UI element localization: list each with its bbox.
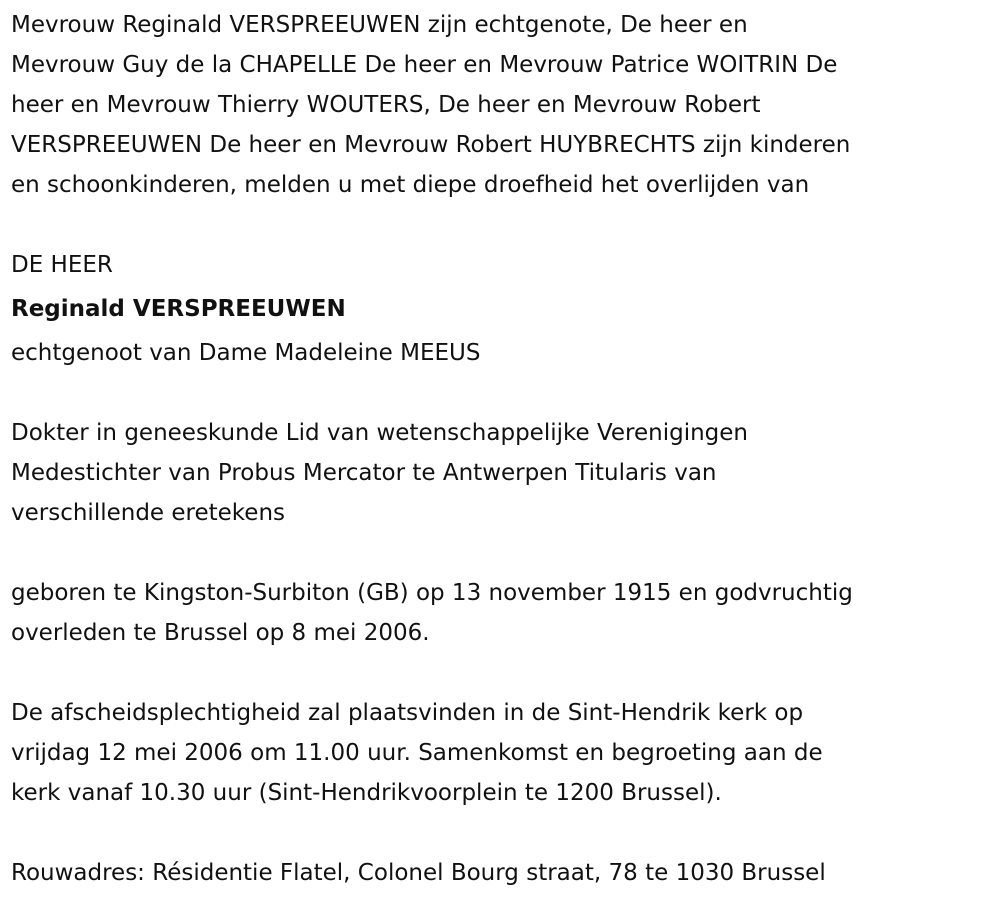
text-line: De afscheidsplechtigheid zal plaatsvinden in de Sint-Hendrik kerk op [11, 700, 804, 726]
titles-paragraph [11, 413, 853, 533]
text-line: heer en Mevrouw Thierry WOUTERS, De heer en Mevrouw Robert [11, 92, 761, 118]
text-line: Medestichter van Probus Mercator te Antwerpen Titularis van [11, 460, 717, 486]
text-line: Mevrouw Reginald VERSPREEUWEN zijn echtgenote, De heer en [11, 12, 748, 38]
text-line: vrijdag 12 mei 2006 om 11.00 uur. Samenkomst en begroeting aan de [11, 740, 823, 766]
text-line: en schoonkinderen, melden u met diepe droefheid het overlijden van [11, 172, 810, 198]
birth-paragraph [11, 573, 853, 653]
text-line: verschillende eretekens [11, 500, 286, 526]
text-line: geboren te Kingston-Surbiton (GB) op 13 november 1915 en godvruchtig [11, 580, 853, 606]
intro-paragraph [11, 5, 853, 205]
ceremony-paragraph [11, 693, 853, 813]
spouse-paragraph [11, 333, 853, 373]
honorific-title: DE HEER [11, 252, 113, 278]
text-line: VERSPREEUWEN De heer en Mevrouw Robert HUYBRECHTS zijn kinderen [11, 132, 851, 158]
mourning-address: Rouwadres: Résidentie Flatel, Colonel Bourg straat, 78 te 1030 Brussel [11, 860, 826, 886]
spouse-line: echtgenoot van Dame Madeleine MEEUS [11, 340, 481, 366]
text-line: Mevrouw Guy de la CHAPELLE De heer en Mevrouw Patrice WOITRIN De [11, 52, 838, 78]
text-line: kerk vanaf 10.30 uur (Sint-Hendrikvoorplein te 1200 Brussel). [11, 780, 722, 806]
text-line: Dokter in geneeskunde Lid van wetenschappelijke Verenigingen [11, 420, 749, 446]
obituary-document [11, 0, 853, 893]
deceased-name: Reginald VERSPREEUWEN [11, 296, 346, 322]
text-line: overleden te Brussel op 8 mei 2006. [11, 620, 430, 646]
